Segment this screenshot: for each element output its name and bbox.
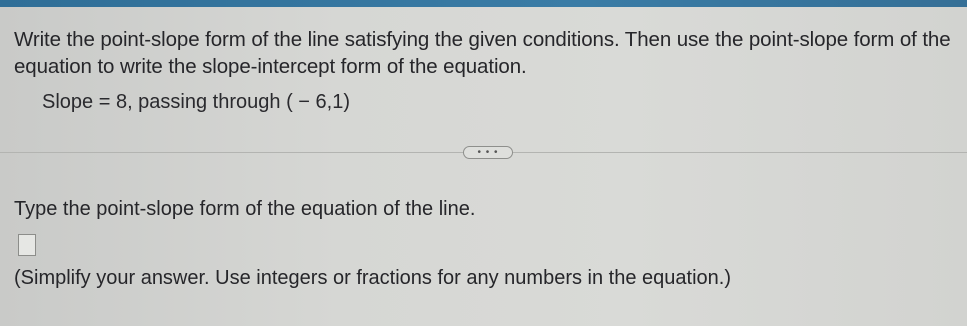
answer-input-box[interactable]: [18, 234, 36, 256]
instruction-text: Type the point-slope form of the equation of the line.: [14, 198, 476, 220]
expand-more-button[interactable]: • • •: [463, 146, 513, 159]
top-accent-bar: [0, 0, 967, 7]
question-text: Write the point-slope form of the line satisfying the given conditions. Then use the point-slope form of the equation to write the slope-intercept form of the equation.: [14, 28, 951, 78]
answer-hint: (Simplify your answer. Use integers or fractions for any numbers in the equation.): [14, 267, 731, 289]
given-conditions: Slope = 8, passing through ( − 6,1): [42, 91, 350, 113]
